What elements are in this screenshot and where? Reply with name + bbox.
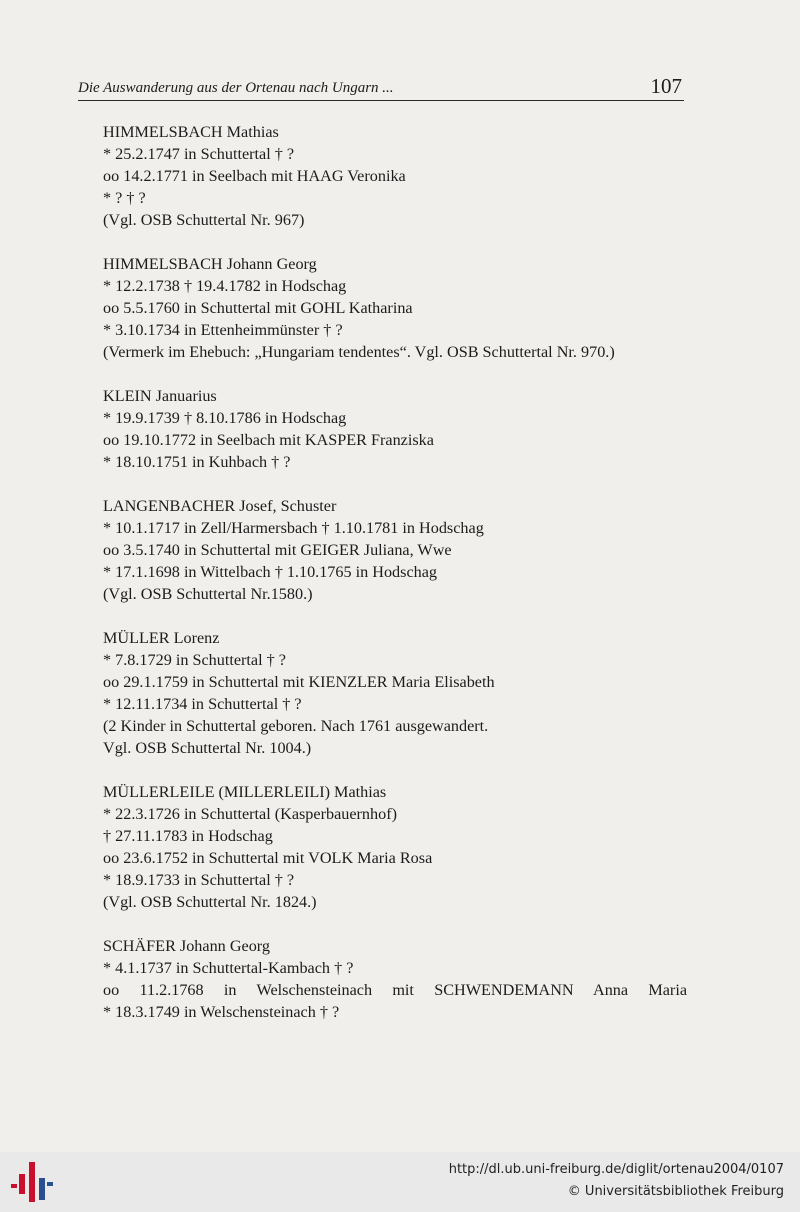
entry-line: * 22.3.1726 in Schuttertal (Kasperbauernhof) bbox=[103, 805, 397, 823]
entry-line: oo 23.6.1752 in Schuttertal mit VOLK Maria Rosa bbox=[103, 849, 433, 867]
entry-line: * ? † ? bbox=[103, 189, 146, 207]
entry-line: (Vgl. OSB Schuttertal Nr.1580.) bbox=[103, 585, 313, 603]
entry-line: oo 11.2.1768 in Welschensteinach mit SCHWENDEMANN Anna Maria bbox=[103, 981, 687, 999]
entry-line: * 19.9.1739 † 8.10.1786 in Hodschag bbox=[103, 409, 347, 427]
entry-line: (Vermerk im Ehebuch: „Hungariam tendentes“. Vgl. OSB Schuttertal Nr. 970.) bbox=[103, 343, 615, 361]
entry-line: * 18.3.1749 in Welschensteinach † ? bbox=[103, 1003, 340, 1021]
running-head bbox=[78, 72, 684, 101]
viewer-footer bbox=[0, 1152, 800, 1212]
entry-heading: MÜLLER Lorenz bbox=[103, 629, 220, 647]
entry-heading: KLEIN Januarius bbox=[103, 387, 217, 405]
entry-muellerleile-mathias bbox=[103, 781, 687, 913]
entry-heading: HIMMELSBACH Johann Georg bbox=[103, 255, 317, 273]
entry-line: (Vgl. OSB Schuttertal Nr. 967) bbox=[103, 211, 305, 229]
entry-himmelsbach-mathias bbox=[103, 121, 687, 231]
entry-line: oo 29.1.1759 in Schuttertal mit KIENZLER Maria Elisabeth bbox=[103, 673, 495, 691]
running-title: Die Auswanderung aus der Ortenau nach Ungarn ... bbox=[78, 80, 394, 96]
entry-himmelsbach-johann-georg bbox=[103, 253, 687, 363]
entry-line: oo 3.5.1740 in Schuttertal mit GEIGER Juliana, Wwe bbox=[103, 541, 452, 559]
entry-line: (Vgl. OSB Schuttertal Nr. 1824.) bbox=[103, 893, 317, 911]
entry-line: * 18.9.1733 in Schuttertal † ? bbox=[103, 871, 295, 889]
entry-heading: LANGENBACHER Josef, Schuster bbox=[103, 497, 337, 515]
entry-line: Vgl. OSB Schuttertal Nr. 1004.) bbox=[103, 739, 312, 757]
entry-line: † 27.11.1783 in Hodschag bbox=[103, 827, 273, 845]
page-number: 107 bbox=[650, 74, 682, 98]
entry-klein-januarius bbox=[103, 385, 687, 473]
entry-line: oo 5.5.1760 in Schuttertal mit GOHL Katharina bbox=[103, 299, 413, 317]
entry-line: oo 19.10.1772 in Seelbach mit KASPER Franziska bbox=[103, 431, 434, 449]
genealogy-entries bbox=[103, 121, 687, 1045]
entry-line: * 10.1.1717 in Zell/Harmersbach † 1.10.1781 in Hodschag bbox=[103, 519, 484, 537]
entry-line: * 25.2.1747 in Schuttertal † ? bbox=[103, 145, 295, 163]
entry-line: * 12.2.1738 † 19.4.1782 in Hodschag bbox=[103, 277, 347, 295]
entry-line: * 12.11.1734 in Schuttertal † ? bbox=[103, 695, 302, 713]
entry-line: * 17.1.1698 in Wittelbach † 1.10.1765 in Hodschag bbox=[103, 563, 438, 581]
entry-line: (2 Kinder in Schuttertal geboren. Nach 1761 ausgewandert. bbox=[103, 717, 489, 735]
entry-schaefer-johann-georg bbox=[103, 935, 687, 1023]
entry-line: oo 14.2.1771 in Seelbach mit HAAG Veronika bbox=[103, 167, 406, 185]
entry-heading: HIMMELSBACH Mathias bbox=[103, 123, 279, 141]
copyright-notice: © Universitätsbibliothek Freiburg bbox=[567, 1184, 784, 1199]
entry-line: * 18.10.1751 in Kuhbach † ? bbox=[103, 453, 291, 471]
entry-mueller-lorenz bbox=[103, 627, 687, 759]
entry-line: * 7.8.1729 in Schuttertal † ? bbox=[103, 651, 286, 669]
entry-line: * 3.10.1734 in Ettenheimmünster † ? bbox=[103, 321, 343, 339]
entry-line: * 4.1.1737 in Schuttertal-Kambach † ? bbox=[103, 959, 354, 977]
library-logo-icon bbox=[10, 1160, 54, 1204]
source-url-link[interactable]: http://dl.ub.uni-freiburg.de/diglit/ortenau2004/0107 bbox=[448, 1162, 784, 1177]
entry-langenbacher-josef bbox=[103, 495, 687, 605]
entry-heading: SCHÄFER Johann Georg bbox=[103, 937, 270, 955]
entry-heading: MÜLLERLEILE (MILLERLEILI) Mathias bbox=[103, 783, 387, 801]
